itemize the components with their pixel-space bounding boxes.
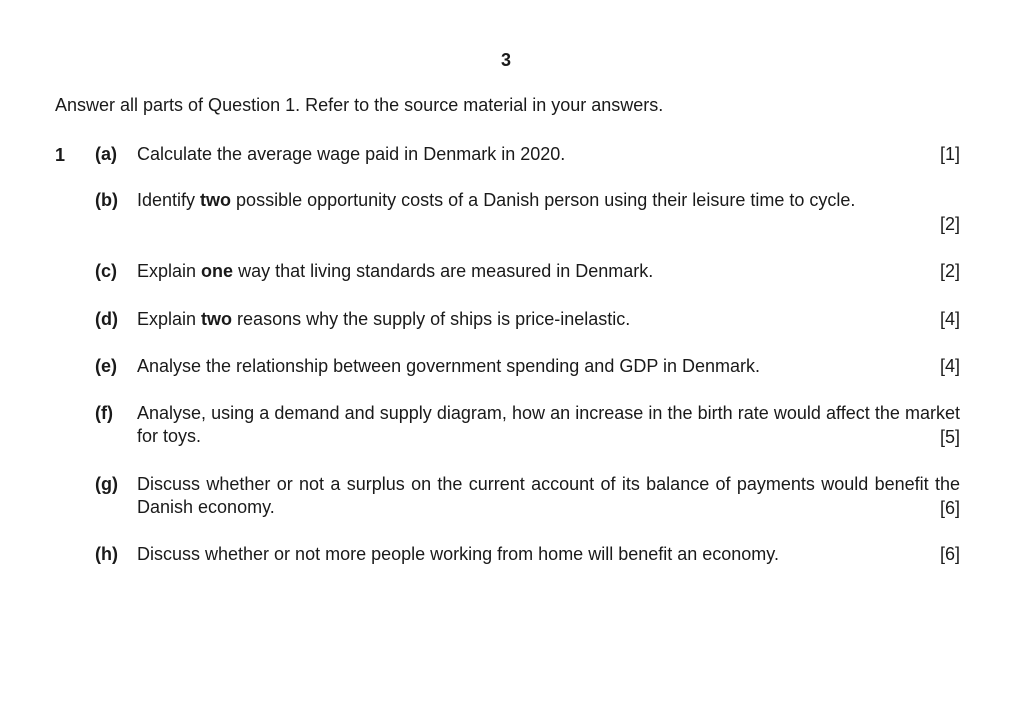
- part-text: Analyse, using a demand and supply diagram, how an increase in the birth rate would affect the market for toys.: [137, 403, 960, 446]
- part-mark: [4]: [939, 356, 960, 376]
- part-label: (b): [95, 190, 118, 210]
- part-label: (g): [95, 474, 118, 494]
- question-part-g: [95, 473, 960, 521]
- part-text: Discuss whether or not a surplus on the current account of its balance of payments would benefit the Danish economy.: [137, 474, 960, 517]
- part-label: (f): [95, 403, 113, 423]
- instructions: Answer all parts of Question 1. Refer to the source material in your answers.: [55, 95, 664, 115]
- part-label: (e): [95, 356, 117, 376]
- part-mark: [2]: [939, 261, 960, 281]
- part-text: Discuss whether or not more people working from home will benefit an economy.: [137, 544, 779, 564]
- part-label: (a): [95, 144, 117, 164]
- page-number: 3: [500, 50, 511, 70]
- part-mark: [5]: [939, 427, 960, 447]
- question-part-h: [95, 543, 960, 567]
- part-text: Explain two reasons why the supply of ships is price-inelastic.: [137, 309, 631, 329]
- question-part-b: [95, 189, 960, 237]
- part-label: (c): [95, 261, 117, 281]
- part-label: (d): [95, 309, 118, 329]
- part-mark: [6]: [939, 498, 960, 518]
- question-part-e: [95, 355, 960, 379]
- question-part-c: [95, 260, 960, 284]
- part-text: Analyse the relationship between government spending and GDP in Denmark.: [137, 356, 761, 376]
- question-part-a: [95, 143, 960, 167]
- part-mark: [2]: [939, 214, 960, 234]
- part-label: (h): [95, 544, 118, 564]
- emphasis: two: [201, 309, 233, 329]
- part-text: Identify two possible opportunity costs of a Danish person using their leisure time to cycle.: [137, 190, 856, 210]
- part-mark: [1]: [939, 144, 960, 164]
- question-part-d: [95, 308, 960, 332]
- question-number: 1: [55, 145, 66, 165]
- emphasis: one: [201, 261, 234, 281]
- part-text: Calculate the average wage paid in Denmark in 2020.: [137, 144, 566, 164]
- part-mark: [4]: [939, 309, 960, 329]
- part-mark: [6]: [939, 544, 960, 564]
- question-part-f: [95, 402, 960, 450]
- part-text: Explain one way that living standards are measured in Denmark.: [137, 261, 654, 281]
- emphasis: two: [200, 190, 232, 210]
